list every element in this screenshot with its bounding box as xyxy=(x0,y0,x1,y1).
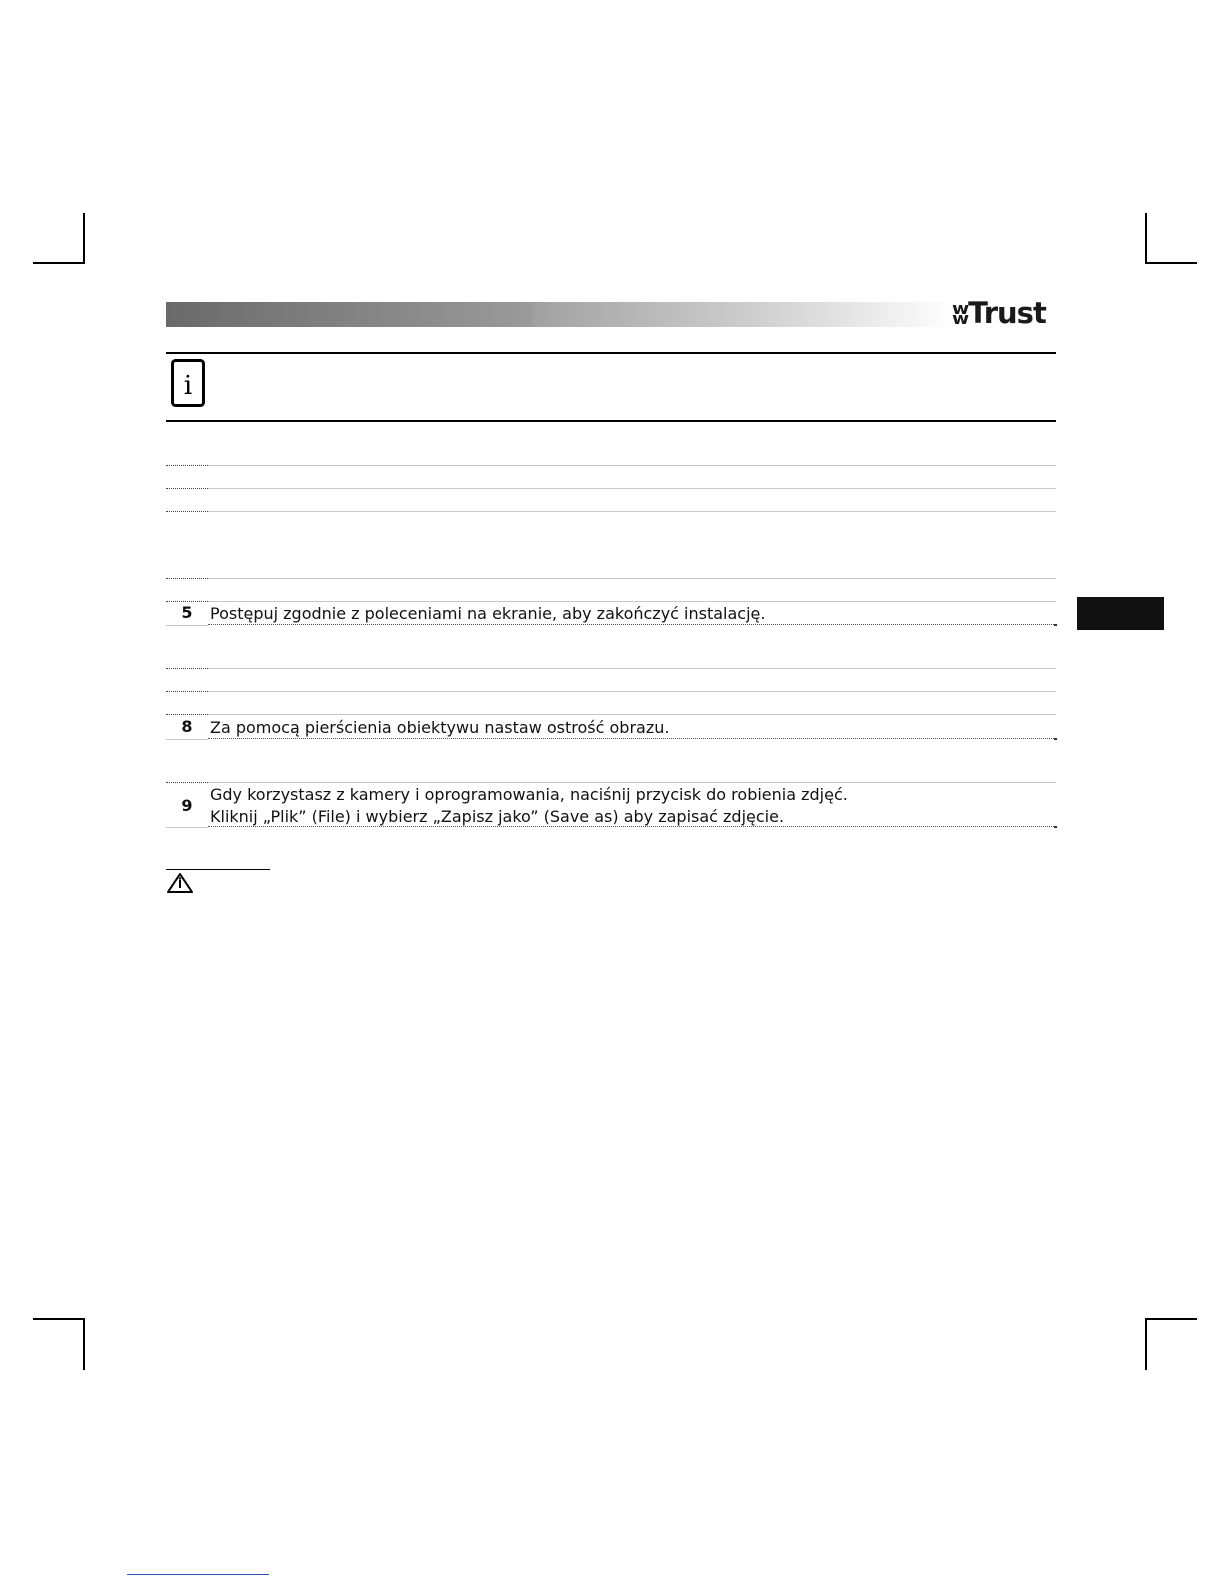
row-end-mark xyxy=(1054,738,1057,740)
row-num-underline xyxy=(166,668,208,669)
info-box-bottom-rule xyxy=(166,420,1056,422)
crop-mark-top-right-h xyxy=(1145,262,1197,264)
row-line xyxy=(208,624,1056,625)
crop-mark-bottom-right-h xyxy=(1145,1318,1197,1320)
warning-rule xyxy=(166,869,270,870)
row-line xyxy=(208,511,1056,512)
row-num-underline xyxy=(166,827,208,828)
footer-rule xyxy=(127,1574,269,1575)
row-num-underline xyxy=(166,714,208,715)
row-line xyxy=(208,782,1056,783)
info-box-top-rule xyxy=(166,352,1056,354)
row-end-mark xyxy=(1054,624,1057,626)
crop-mark-bottom-right-v xyxy=(1145,1318,1147,1370)
language-side-tab xyxy=(1077,597,1164,630)
row-line xyxy=(208,488,1056,489)
row-line xyxy=(208,465,1056,466)
trust-logo xyxy=(952,296,1046,330)
info-icon xyxy=(171,359,205,407)
row-num-underline xyxy=(166,465,208,466)
logo-mark: ʬ xyxy=(952,297,969,331)
logo-text: Trust xyxy=(968,296,1046,330)
step-number: 8 xyxy=(181,717,193,736)
row-num-underline xyxy=(166,782,208,783)
row-num-underline xyxy=(166,578,208,579)
row-num-underline xyxy=(166,739,208,740)
row-num-underline xyxy=(166,691,208,692)
crop-mark-top-left-h xyxy=(33,262,85,264)
crop-mark-top-left-v xyxy=(83,213,85,263)
header-gradient-bar xyxy=(166,302,956,327)
crop-mark-bottom-left-v xyxy=(83,1318,85,1370)
row-num-underline xyxy=(166,488,208,489)
row-line xyxy=(208,714,1056,715)
crop-mark-top-right-v xyxy=(1145,213,1147,263)
step-text: Za pomocą pierścienia obiektywu nastaw ostrość obrazu. xyxy=(210,718,670,737)
warning-icon xyxy=(166,872,194,894)
row-line xyxy=(208,578,1056,579)
row-num-underline xyxy=(166,601,208,602)
info-icon-letter: i xyxy=(183,371,193,401)
step-text: Postępuj zgodnie z poleceniami na ekranie, aby zakończyć instalację. xyxy=(210,604,766,623)
row-end-mark xyxy=(1054,826,1057,828)
row-num-underline xyxy=(166,511,208,512)
step-text-line-2: Kliknij „Plik” (File) i wybierz „Zapisz jako” (Save as) aby zapisać zdjęcie. xyxy=(210,807,785,826)
step-text-line-1: Gdy korzystasz z kamery i oprogramowania, naciśnij przycisk do robienia zdjęć. xyxy=(210,785,848,804)
row-line xyxy=(208,826,1056,827)
row-line xyxy=(208,691,1056,692)
step-number: 5 xyxy=(181,603,193,622)
row-line xyxy=(208,668,1056,669)
row-line xyxy=(208,601,1056,602)
row-line xyxy=(208,738,1056,739)
step-number: 9 xyxy=(181,796,193,815)
crop-mark-bottom-left-h xyxy=(33,1318,85,1320)
row-num-underline xyxy=(166,625,208,626)
